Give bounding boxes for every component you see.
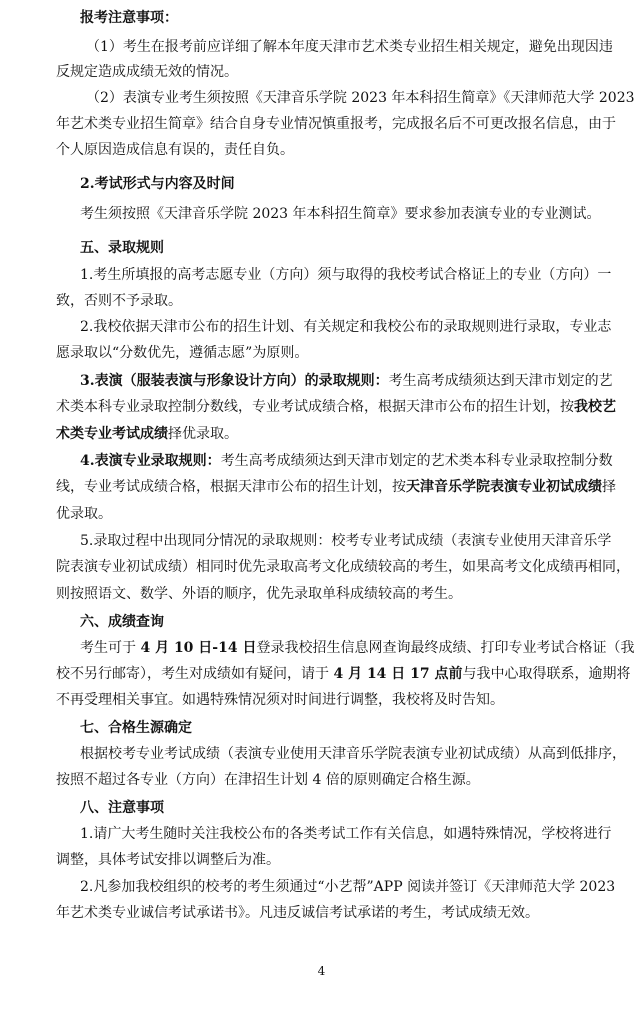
paragraph-line: 不再受理相关事宜。如遇特殊情况须对时间进行调整，我校将及时告知。	[56, 692, 504, 708]
plain-text: 择	[602, 479, 616, 495]
plain-text: 登录我校招生信息网查询最终成绩、打印专业考试合格证（我	[256, 640, 635, 656]
paragraph-line: 优录取。	[56, 506, 112, 522]
paragraph-line: 1.请广大考生随时关注我校公布的各类考试工作有关信息，如遇特殊情况，学校将进行	[80, 826, 612, 842]
bold-text: 天津音乐学院表演专业初试成绩	[406, 479, 602, 495]
plain-text: 校不另行邮寄），考生对成绩如有疑问，请于	[56, 666, 334, 682]
plain-text: 术类本科专业录取控制分数线，专业考试成绩合格，根据天津市公布的招生计划，按	[56, 399, 574, 415]
paragraph-line: 致，否则不予录取。	[56, 293, 182, 309]
paragraph-line: 1.考生所填报的高考志愿专业（方向）须与取得的我校考试合格证上的专业（方向）一	[80, 267, 612, 283]
section-heading-admission-rules: 五、录取规则	[80, 240, 164, 256]
plain-text: 考生高考成绩须达到天津市划定的艺术类本科专业录取控制分数	[220, 453, 613, 469]
paragraph-line: 按照不超过各专业（方向）在津招生计划 4 倍的原则确定合格生源。	[56, 772, 480, 788]
section-heading-qualified-sources: 七、合格生源确定	[80, 720, 192, 736]
paragraph-line: 调整，具体考试安排以调整后为准。	[56, 852, 280, 868]
paragraph-line	[56, 397, 616, 417]
paragraph-line: 院表演专业初试成绩）相同时优先录取高考文化成绩较高的考生，如果高考文化成绩再相同，	[56, 559, 630, 575]
paragraph-line: 愿录取以“分数优先，遵循志愿”为原则。	[56, 345, 309, 361]
bold-text: 术类专业考试成绩	[56, 426, 168, 442]
plain-text: 考生高考成绩须达到天津市划定的艺	[388, 373, 613, 389]
paragraph-line: 考生须按照《天津音乐学院 2023 年本科招生简章》要求参加表演专业的专业测试。	[80, 206, 601, 222]
paragraph-line: 反规定造成成绩无效的情况。	[56, 64, 238, 80]
plain-text: 线，专业考试成绩合格，根据天津市公布的招生计划，按	[56, 479, 406, 495]
paragraph-line: （2）表演专业考生须按照《天津音乐学院 2023 年本科招生简章》《天津师范大学 2023	[86, 90, 635, 106]
paragraph-line	[56, 664, 631, 684]
bold-text: 4.表演专业录取规则：	[80, 453, 221, 469]
bold-text: 3.表演（服装表演与形象设计方向）的录取规则：	[80, 373, 389, 389]
paragraph-line	[56, 477, 616, 497]
paragraph-line: （1）考生在报考前应详细了解本年度天津市艺术类专业招生相关规定，避免出现因违	[86, 39, 613, 55]
bold-text: 我校艺	[574, 399, 616, 415]
paragraph-line: 5.录取过程中出现同分情况的录取规则：校考专业考试成绩（表演专业使用天津音乐学	[80, 533, 612, 549]
plain-text: 考生可于	[80, 640, 141, 656]
section-heading-notes: 报考注意事项：	[80, 10, 178, 26]
bold-date: 4 月 10 日-14 日	[140, 640, 257, 656]
paragraph-line: 年艺术类专业诚信考试承诺书》。凡违反诚信考试承诺的考生，考试成绩无效。	[56, 905, 539, 921]
section-heading-score-query: 六、成绩查询	[80, 614, 164, 630]
page-number: 4	[317, 964, 326, 978]
paragraph-line: 2.凡参加我校组织的校考的考生须通过“小艺帮”APP 阅读并签订《天津师范大学 2023	[80, 879, 616, 895]
paragraph-line	[56, 424, 604, 444]
paragraph-line: 年艺术类专业招生简章》结合自身专业情况慎重报考，完成报名后不可更改报名信息，由于	[56, 116, 616, 132]
plain-text: 择优录取。	[168, 426, 238, 442]
paragraph-line: 则按照语文、数学、外语的顺序，优先录取单科成绩较高的考生。	[56, 586, 462, 602]
paragraph-line: 根据校考专业考试成绩（表演专业使用天津音乐学院表演专业初试成绩）从高到低排序，	[80, 746, 626, 762]
paragraph-line: 个人原因造成信息有误的，责任自负。	[56, 142, 294, 158]
plain-text: 与我中心取得联系，逾期将	[462, 666, 631, 682]
paragraph-line	[80, 371, 613, 391]
paragraph-line: 2.我校依据天津市公布的招生计划、有关规定和我校公布的录取规则进行录取，专业志	[80, 319, 612, 335]
section-heading-notes-2: 八、注意事项	[80, 800, 164, 816]
paragraph-line	[80, 638, 635, 658]
bold-deadline: 4 月 14 日 17 点前	[333, 666, 463, 682]
paragraph-line	[80, 451, 613, 471]
section-heading-exam-form: 2.考试形式与内容及时间	[80, 176, 235, 192]
